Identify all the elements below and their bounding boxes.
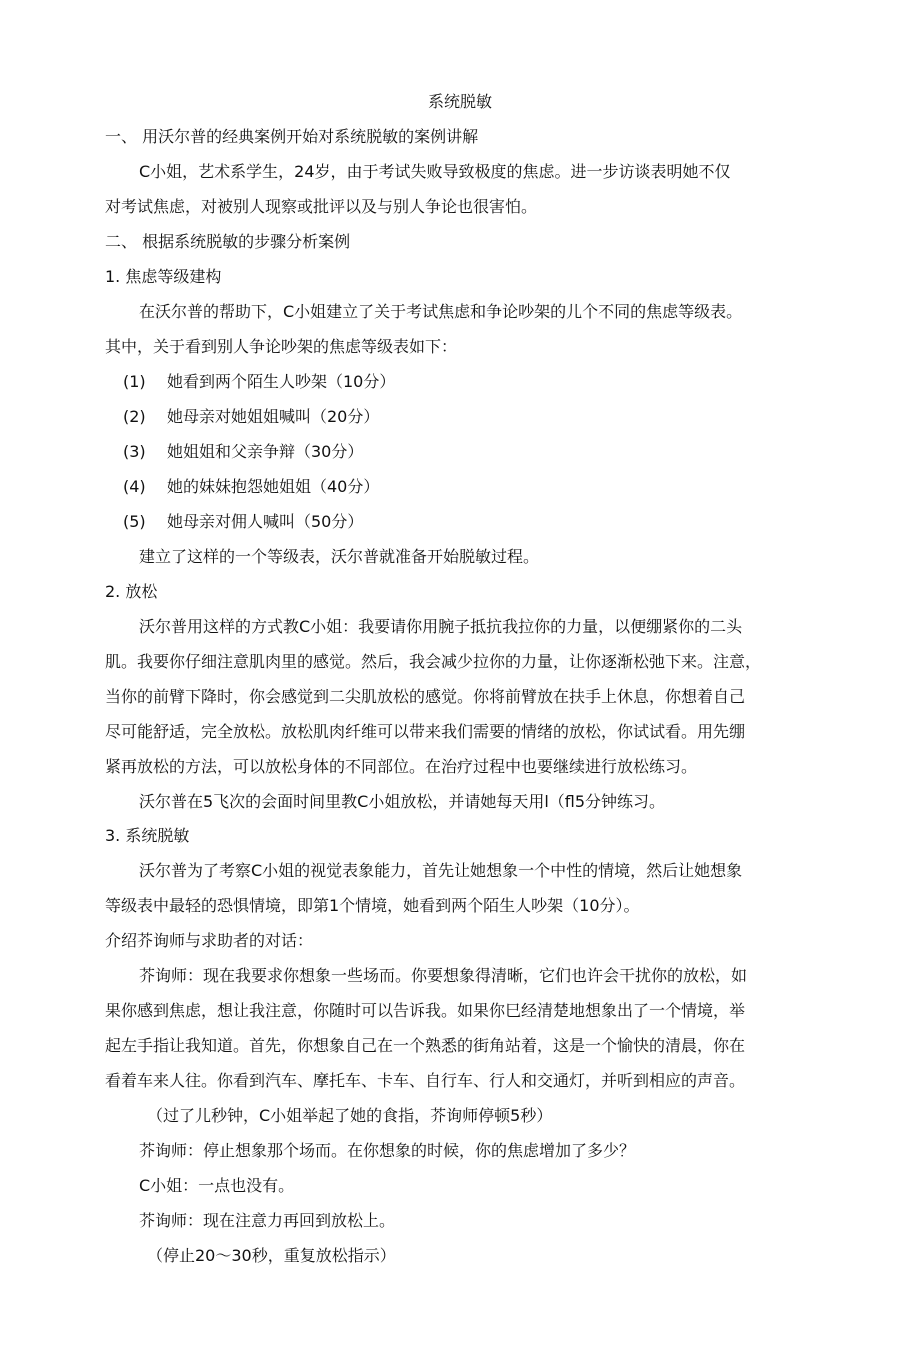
- stage-note: （停止20～30秒，重复放松指示）: [147, 1246, 396, 1265]
- paragraph-line: 其中，关于看到别人争论吵架的焦虑等级表如下：: [105, 337, 458, 356]
- list-item-text: 她母亲对佣人喊叫（50分）: [167, 512, 364, 531]
- section2-heading: 二、 根据系统脱敏的步骤分析案例: [105, 232, 351, 251]
- paragraph-line: 建立了这样的一个等级表，沃尔普就准备开始脱敏过程。: [139, 547, 540, 566]
- step2-heading: 2. 放松: [105, 582, 158, 601]
- paragraph-line: 紧再放松的方法，可以放松身体的不同部位。在治疗过程中也要继续进行放松练习。: [105, 757, 698, 776]
- dialog-line: C小姐：一点也没有。: [139, 1176, 295, 1195]
- dialog-line: 芥询师：现在注意力再回到放松上。: [139, 1211, 396, 1230]
- dialog-line: 果你感到焦虑，想让我注意，你随时可以告诉我。如果你巳经清楚地想象出了一个情境，举: [105, 1001, 746, 1020]
- paragraph-line: C小姐，艺术系学生，24岁，由于考试失败导致极度的焦虑。进一步访谈表明她不仅: [139, 162, 731, 181]
- step3-heading: 3. 系统脱敏: [105, 826, 190, 845]
- list-item-number: (2): [123, 407, 146, 426]
- paragraph-line: 在沃尔普的帮助下，C小姐建立了关于考试焦虑和争论吵架的儿个不同的焦虑等级表。: [139, 302, 743, 321]
- section1-heading: 一、 用沃尔普的经典案例开始对系统脱敏的案例讲解: [105, 127, 479, 146]
- stage-note: （过了儿秒钟，C小姐举起了她的食指，芥询师停顿5秒）: [147, 1106, 553, 1125]
- paragraph-line: 沃尔普为了考察C小姐的视觉表象能力，首先让她想象一个中性的情境，然后让她想象: [139, 861, 743, 880]
- list-item-number: (5): [123, 512, 146, 531]
- paragraph-line: 沃尔普在5飞次的会面时间里教C小姐放松，并请她每天用l（fl5分钟练习。: [139, 792, 666, 811]
- dialog-line: 芥询师：现在我要求你想象一些场而。你要想象得清晰，它们也许会干扰你的放松，如: [139, 966, 748, 985]
- dialog-line: 起左手指让我知道。首先，你想象自己在一个熟悉的街角站着，这是一个愉快的清晨，你在: [105, 1036, 746, 1055]
- page-title: 系统脱敏: [427, 92, 492, 111]
- paragraph-line: 尽可能舒适，完全放松。放松肌肉纤维可以带来我们需要的情绪的放松，你试试看。用先绷: [105, 722, 746, 741]
- list-item-text: 她姐姐和父亲争辩（30分）: [167, 442, 364, 461]
- list-item-number: (3): [123, 442, 146, 461]
- paragraph-line: 当你的前臂下降时，你会感觉到二尖肌放松的感觉。你将前臂放在扶手上休息，你想着自己: [105, 687, 746, 706]
- list-item-text: 她看到两个陌生人吵架（10分）: [167, 372, 396, 391]
- paragraph-line: 等级表中最轻的恐惧情境，即第1个情境，她看到两个陌生人吵架（10分）。: [105, 896, 640, 915]
- dialog-line: 芥询师：停止想象那个场而。在你想象的时候，你的焦虑增加了多少？: [139, 1141, 636, 1160]
- paragraph-line: 对考试焦虑，对被别人现察或批评以及与别人争论也很害怕。: [105, 197, 538, 216]
- step1-heading: 1. 焦虑等级建构: [105, 267, 222, 286]
- dialog-intro: 介绍芥询师与求助者的对话：: [105, 931, 314, 950]
- dialog-line: 看着车来人往。你看到汽车、摩托车、卡车、自行车、行人和交通灯，并听到相应的声音。: [105, 1071, 746, 1090]
- paragraph-line: 肌。我要你仔细注意肌肉里的感觉。然后，我会减少拉你的力量，让你逐渐松弛下来。注意，: [105, 652, 762, 671]
- paragraph-line: 沃尔普用这样的方式教C小姐：我要请你用腕子抵抗我拉你的力量，以便绷紧你的二头: [139, 617, 743, 636]
- list-item-text: 她母亲对她姐姐喊叫（20分）: [167, 407, 380, 426]
- list-item-number: (1): [123, 372, 146, 391]
- list-item-text: 她的妹妹抱怨她姐姐（40分）: [167, 477, 380, 496]
- list-item-number: (4): [123, 477, 146, 496]
